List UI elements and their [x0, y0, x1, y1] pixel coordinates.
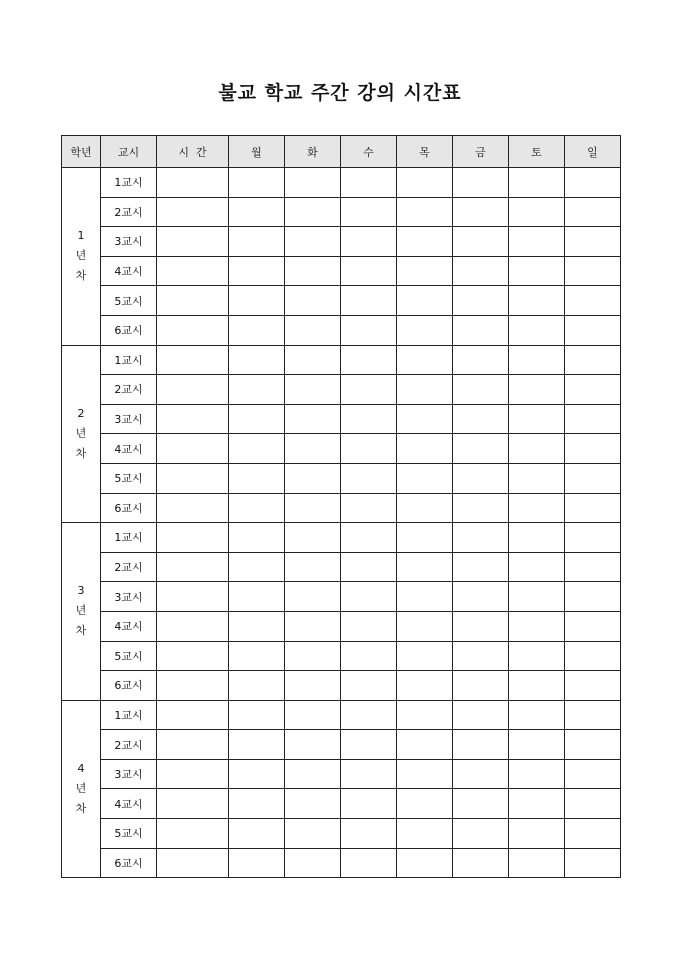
schedule-cell[interactable]: [565, 819, 621, 849]
schedule-cell[interactable]: [397, 345, 453, 375]
schedule-cell[interactable]: [565, 848, 621, 878]
time-cell[interactable]: [157, 375, 229, 405]
schedule-cell[interactable]: [397, 434, 453, 464]
schedule-cell[interactable]: [341, 730, 397, 760]
schedule-cell[interactable]: [229, 463, 285, 493]
schedule-cell[interactable]: [397, 819, 453, 849]
period-label: 1교시: [101, 345, 157, 375]
period-label: 4교시: [101, 256, 157, 286]
period-label: 4교시: [101, 789, 157, 819]
schedule-cell[interactable]: [341, 286, 397, 316]
schedule-cell[interactable]: [397, 463, 453, 493]
schedule-cell[interactable]: [229, 286, 285, 316]
schedule-cell[interactable]: [509, 582, 565, 612]
schedule-cell[interactable]: [285, 404, 341, 434]
schedule-cell[interactable]: [229, 493, 285, 523]
schedule-cell[interactable]: [285, 315, 341, 345]
header-day-sat: 토: [509, 136, 565, 168]
schedule-cell[interactable]: [509, 819, 565, 849]
schedule-cell[interactable]: [341, 404, 397, 434]
schedule-cell[interactable]: [285, 611, 341, 641]
time-cell[interactable]: [157, 168, 229, 198]
year-label-cha: 차: [75, 801, 87, 815]
schedule-cell[interactable]: [509, 700, 565, 730]
time-cell[interactable]: [157, 671, 229, 701]
schedule-cell[interactable]: [397, 286, 453, 316]
table-row: [62, 789, 621, 819]
schedule-cell[interactable]: [397, 730, 453, 760]
table-row: [62, 641, 621, 671]
schedule-cell[interactable]: [285, 375, 341, 405]
schedule-cell[interactable]: [341, 759, 397, 789]
time-cell[interactable]: [157, 641, 229, 671]
schedule-cell[interactable]: [397, 789, 453, 819]
schedule-cell[interactable]: [565, 759, 621, 789]
period-label: 1교시: [101, 168, 157, 198]
schedule-cell[interactable]: [453, 641, 509, 671]
schedule-cell[interactable]: [565, 671, 621, 701]
schedule-cell[interactable]: [229, 848, 285, 878]
schedule-cell[interactable]: [229, 700, 285, 730]
schedule-cell[interactable]: [453, 493, 509, 523]
schedule-cell[interactable]: [565, 227, 621, 257]
schedule-cell[interactable]: [341, 345, 397, 375]
schedule-cell[interactable]: [229, 671, 285, 701]
schedule-cell[interactable]: [341, 700, 397, 730]
period-label: 6교시: [101, 671, 157, 701]
schedule-cell[interactable]: [565, 789, 621, 819]
table-row: [62, 730, 621, 760]
schedule-cell[interactable]: [285, 493, 341, 523]
schedule-cell[interactable]: [509, 552, 565, 582]
schedule-cell[interactable]: [453, 345, 509, 375]
year-label-cell: [62, 345, 101, 523]
time-cell[interactable]: [157, 256, 229, 286]
schedule-cell[interactable]: [453, 197, 509, 227]
time-cell[interactable]: [157, 789, 229, 819]
schedule-cell[interactable]: [229, 611, 285, 641]
schedule-cell[interactable]: [341, 611, 397, 641]
schedule-cell[interactable]: [565, 523, 621, 553]
header-period: 교시: [101, 136, 157, 168]
schedule-cell[interactable]: [397, 493, 453, 523]
schedule-cell[interactable]: [565, 315, 621, 345]
schedule-cell[interactable]: [453, 789, 509, 819]
year-label-nyeon: 년: [75, 249, 87, 263]
timetable-body: [62, 168, 621, 878]
header-year: 학년: [62, 136, 101, 168]
header-day-tue: 화: [285, 136, 341, 168]
schedule-cell[interactable]: [509, 611, 565, 641]
year-label-cha: 차: [75, 624, 87, 638]
schedule-cell[interactable]: [285, 168, 341, 198]
schedule-cell[interactable]: [229, 552, 285, 582]
header-day-fri: 금: [453, 136, 509, 168]
table-row: [62, 819, 621, 849]
schedule-cell[interactable]: [229, 345, 285, 375]
time-cell[interactable]: [157, 582, 229, 612]
schedule-cell[interactable]: [285, 227, 341, 257]
table-row: [62, 256, 621, 286]
schedule-cell[interactable]: [565, 375, 621, 405]
year-label-cell: [62, 700, 101, 878]
schedule-cell[interactable]: [397, 759, 453, 789]
schedule-cell[interactable]: [341, 463, 397, 493]
schedule-cell[interactable]: [229, 523, 285, 553]
year-label-nyeon: 년: [75, 426, 87, 440]
year-label-num: 2: [77, 406, 85, 420]
year-label-num: 4: [77, 761, 85, 775]
time-cell[interactable]: [157, 315, 229, 345]
table-row: [62, 759, 621, 789]
schedule-cell[interactable]: [285, 789, 341, 819]
schedule-cell[interactable]: [453, 375, 509, 405]
schedule-cell[interactable]: [509, 168, 565, 198]
period-label: 2교시: [101, 552, 157, 582]
time-cell[interactable]: [157, 404, 229, 434]
schedule-cell[interactable]: [509, 315, 565, 345]
period-label: 2교시: [101, 730, 157, 760]
schedule-cell[interactable]: [229, 759, 285, 789]
schedule-cell[interactable]: [397, 641, 453, 671]
time-cell[interactable]: [157, 523, 229, 553]
schedule-cell[interactable]: [509, 345, 565, 375]
header-day-thu: 목: [397, 136, 453, 168]
schedule-cell[interactable]: [397, 375, 453, 405]
year-label-num: 1: [77, 229, 85, 243]
table-row: [62, 582, 621, 612]
period-label: 3교시: [101, 759, 157, 789]
table-row: [62, 671, 621, 701]
time-cell[interactable]: [157, 463, 229, 493]
period-label: 2교시: [101, 197, 157, 227]
table-row: [62, 552, 621, 582]
schedule-cell[interactable]: [341, 848, 397, 878]
schedule-cell[interactable]: [229, 315, 285, 345]
table-row: [62, 168, 621, 198]
schedule-cell[interactable]: [341, 197, 397, 227]
schedule-cell[interactable]: [509, 730, 565, 760]
table-row: [62, 404, 621, 434]
schedule-cell[interactable]: [565, 611, 621, 641]
schedule-cell[interactable]: [285, 700, 341, 730]
year-label-cell: [62, 523, 101, 701]
schedule-cell[interactable]: [397, 700, 453, 730]
timetable: [61, 135, 621, 878]
schedule-cell[interactable]: [509, 641, 565, 671]
schedule-cell[interactable]: [341, 256, 397, 286]
header-day-mon: 월: [229, 136, 285, 168]
table-row: [62, 463, 621, 493]
schedule-cell[interactable]: [509, 523, 565, 553]
schedule-cell[interactable]: [341, 168, 397, 198]
schedule-cell[interactable]: [285, 345, 341, 375]
schedule-cell[interactable]: [341, 582, 397, 612]
period-label: 6교시: [101, 315, 157, 345]
schedule-cell[interactable]: [341, 552, 397, 582]
schedule-cell[interactable]: [229, 789, 285, 819]
schedule-cell[interactable]: [453, 523, 509, 553]
schedule-cell[interactable]: [453, 315, 509, 345]
schedule-cell[interactable]: [229, 730, 285, 760]
table-row: [62, 315, 621, 345]
year-label-cha: 차: [75, 446, 87, 460]
schedule-cell[interactable]: [565, 463, 621, 493]
schedule-cell[interactable]: [397, 404, 453, 434]
header-time: 시 간: [157, 136, 229, 168]
schedule-cell[interactable]: [229, 582, 285, 612]
schedule-cell[interactable]: [397, 256, 453, 286]
schedule-cell[interactable]: [565, 168, 621, 198]
schedule-cell[interactable]: [397, 197, 453, 227]
schedule-cell[interactable]: [453, 819, 509, 849]
schedule-cell[interactable]: [285, 256, 341, 286]
schedule-cell[interactable]: [285, 848, 341, 878]
schedule-cell[interactable]: [341, 434, 397, 464]
schedule-cell[interactable]: [509, 434, 565, 464]
schedule-cell[interactable]: [229, 256, 285, 286]
period-label: 6교시: [101, 493, 157, 523]
schedule-cell[interactable]: [453, 434, 509, 464]
schedule-cell[interactable]: [453, 463, 509, 493]
schedule-cell[interactable]: [285, 730, 341, 760]
schedule-cell[interactable]: [285, 759, 341, 789]
schedule-cell[interactable]: [285, 582, 341, 612]
period-label: 3교시: [101, 582, 157, 612]
period-label: 1교시: [101, 700, 157, 730]
period-label: 5교시: [101, 819, 157, 849]
schedule-cell[interactable]: [453, 730, 509, 760]
year-label-num: 3: [77, 584, 85, 598]
schedule-cell[interactable]: [397, 168, 453, 198]
schedule-cell[interactable]: [509, 493, 565, 523]
period-label: 4교시: [101, 434, 157, 464]
period-label: 3교시: [101, 404, 157, 434]
schedule-cell[interactable]: [229, 168, 285, 198]
schedule-cell[interactable]: [453, 611, 509, 641]
schedule-cell[interactable]: [453, 582, 509, 612]
schedule-cell[interactable]: [509, 227, 565, 257]
schedule-cell[interactable]: [453, 552, 509, 582]
schedule-cell[interactable]: [565, 434, 621, 464]
schedule-cell[interactable]: [509, 463, 565, 493]
time-cell[interactable]: [157, 848, 229, 878]
schedule-cell[interactable]: [565, 700, 621, 730]
schedule-cell[interactable]: [285, 819, 341, 849]
period-label: 3교시: [101, 227, 157, 257]
table-row: [62, 227, 621, 257]
schedule-cell[interactable]: [397, 671, 453, 701]
table-row: [62, 197, 621, 227]
schedule-cell[interactable]: [509, 286, 565, 316]
schedule-cell[interactable]: [453, 759, 509, 789]
schedule-cell[interactable]: [397, 523, 453, 553]
schedule-cell[interactable]: [397, 611, 453, 641]
period-label: 5교시: [101, 463, 157, 493]
schedule-cell[interactable]: [453, 700, 509, 730]
schedule-cell[interactable]: [565, 552, 621, 582]
header-day-sun: 일: [565, 136, 621, 168]
schedule-cell[interactable]: [453, 404, 509, 434]
time-cell[interactable]: [157, 227, 229, 257]
schedule-cell[interactable]: [397, 315, 453, 345]
schedule-cell[interactable]: [229, 227, 285, 257]
time-cell[interactable]: [157, 552, 229, 582]
schedule-cell[interactable]: [453, 286, 509, 316]
time-cell[interactable]: [157, 286, 229, 316]
table-row: [62, 848, 621, 878]
period-label: 5교시: [101, 286, 157, 316]
time-cell[interactable]: [157, 197, 229, 227]
schedule-cell[interactable]: [285, 552, 341, 582]
schedule-cell[interactable]: [509, 375, 565, 405]
page-title: 불교 학교 주간 강의 시간표: [218, 82, 462, 104]
schedule-cell[interactable]: [453, 168, 509, 198]
schedule-cell[interactable]: [565, 286, 621, 316]
schedule-cell[interactable]: [341, 671, 397, 701]
schedule-cell[interactable]: [285, 641, 341, 671]
schedule-cell[interactable]: [229, 197, 285, 227]
table-row: [62, 434, 621, 464]
table-row: [62, 700, 621, 730]
schedule-cell[interactable]: [285, 286, 341, 316]
period-label: 6교시: [101, 848, 157, 878]
schedule-cell[interactable]: [341, 227, 397, 257]
schedule-cell[interactable]: [509, 848, 565, 878]
period-label: 1교시: [101, 523, 157, 553]
schedule-cell[interactable]: [453, 227, 509, 257]
schedule-cell[interactable]: [285, 463, 341, 493]
time-cell[interactable]: [157, 759, 229, 789]
schedule-cell[interactable]: [509, 759, 565, 789]
year-label-nyeon: 년: [75, 781, 87, 795]
period-label: 4교시: [101, 611, 157, 641]
header-day-wed: 수: [341, 136, 397, 168]
schedule-cell[interactable]: [565, 641, 621, 671]
table-row: [62, 493, 621, 523]
year-label-cha: 차: [75, 269, 87, 283]
time-cell[interactable]: [157, 730, 229, 760]
year-label-cell: [62, 168, 101, 346]
time-cell[interactable]: [157, 493, 229, 523]
schedule-cell[interactable]: [565, 730, 621, 760]
schedule-cell[interactable]: [229, 641, 285, 671]
schedule-cell[interactable]: [565, 197, 621, 227]
table-row: [62, 523, 621, 553]
table-row: [62, 611, 621, 641]
schedule-cell[interactable]: [229, 434, 285, 464]
schedule-cell[interactable]: [453, 256, 509, 286]
schedule-cell[interactable]: [509, 197, 565, 227]
period-label: 2교시: [101, 375, 157, 405]
schedule-cell[interactable]: [341, 375, 397, 405]
schedule-cell[interactable]: [509, 256, 565, 286]
time-cell[interactable]: [157, 611, 229, 641]
schedule-cell[interactable]: [453, 671, 509, 701]
schedule-cell[interactable]: [341, 789, 397, 819]
schedule-cell[interactable]: [397, 227, 453, 257]
schedule-cell[interactable]: [341, 523, 397, 553]
schedule-cell[interactable]: [285, 523, 341, 553]
schedule-cell[interactable]: [565, 404, 621, 434]
time-cell[interactable]: [157, 819, 229, 849]
schedule-cell[interactable]: [285, 671, 341, 701]
schedule-cell[interactable]: [397, 582, 453, 612]
period-label: 5교시: [101, 641, 157, 671]
schedule-cell[interactable]: [341, 819, 397, 849]
year-label-nyeon: 년: [75, 604, 87, 618]
schedule-cell[interactable]: [285, 434, 341, 464]
header-row: [62, 136, 621, 168]
schedule-cell[interactable]: [229, 819, 285, 849]
schedule-cell[interactable]: [509, 404, 565, 434]
time-cell[interactable]: [157, 345, 229, 375]
schedule-cell[interactable]: [565, 493, 621, 523]
table-row: [62, 286, 621, 316]
schedule-cell[interactable]: [229, 375, 285, 405]
table-row: [62, 375, 621, 405]
schedule-cell[interactable]: [565, 582, 621, 612]
schedule-cell[interactable]: [397, 848, 453, 878]
schedule-cell[interactable]: [509, 671, 565, 701]
table-row: [62, 345, 621, 375]
schedule-cell[interactable]: [453, 848, 509, 878]
schedule-cell[interactable]: [229, 404, 285, 434]
schedule-cell[interactable]: [285, 197, 341, 227]
schedule-cell[interactable]: [509, 789, 565, 819]
schedule-cell[interactable]: [565, 256, 621, 286]
schedule-cell[interactable]: [397, 552, 453, 582]
schedule-cell[interactable]: [341, 493, 397, 523]
time-cell[interactable]: [157, 700, 229, 730]
schedule-cell[interactable]: [565, 345, 621, 375]
schedule-cell[interactable]: [341, 641, 397, 671]
schedule-cell[interactable]: [341, 315, 397, 345]
time-cell[interactable]: [157, 434, 229, 464]
